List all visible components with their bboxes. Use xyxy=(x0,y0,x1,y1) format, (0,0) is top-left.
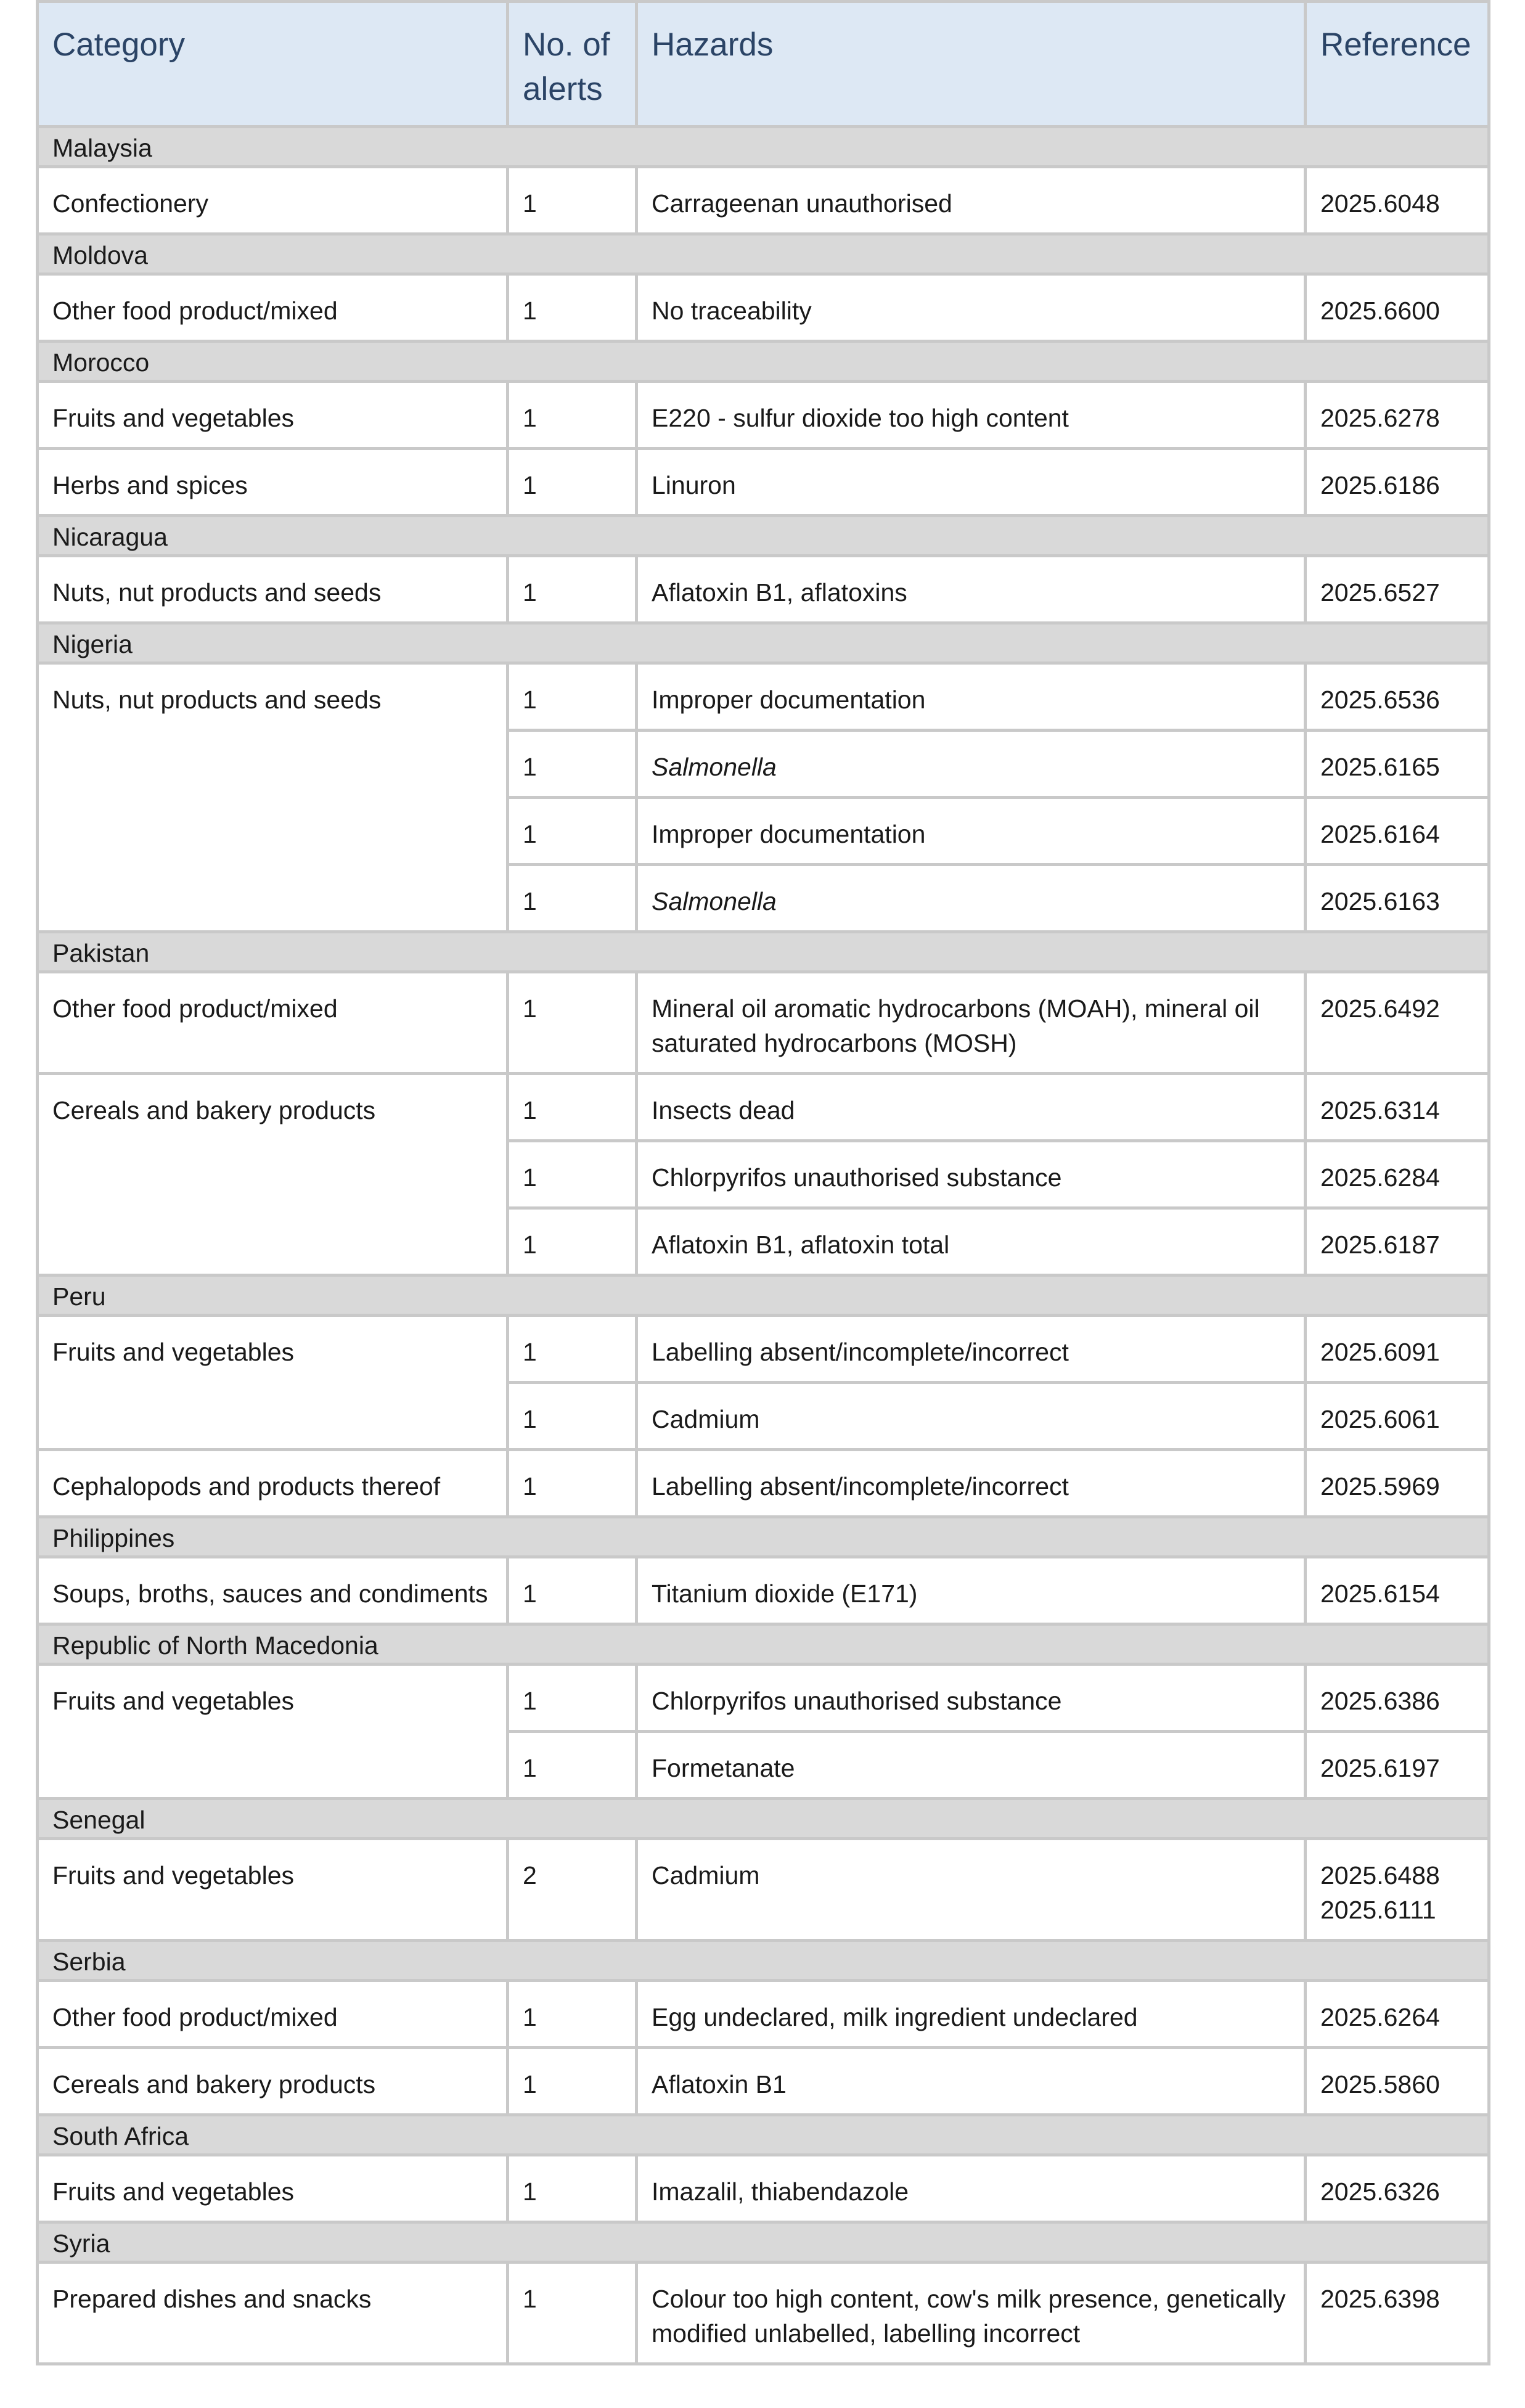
reference-value: 2025.6048 xyxy=(1320,189,1440,218)
hazard-cell: Salmonella xyxy=(638,866,1307,933)
reference-value: 2025.6111 xyxy=(1320,1896,1436,1924)
category-cell: Cereals and bakery products xyxy=(39,2049,509,2116)
reference-value: 2025.5860 xyxy=(1320,2070,1440,2099)
reference-value: 2025.6186 xyxy=(1320,471,1440,499)
hazard-cell: Aflatoxin B1, aflatoxin total xyxy=(638,1210,1307,1277)
reference-value: 2025.6492 xyxy=(1320,994,1440,1023)
alerts-cell: 1 xyxy=(509,557,638,625)
table-header xyxy=(39,0,1487,128)
alerts-cell: 1 xyxy=(509,1075,638,1142)
hazard-cell: Egg undeclared, milk ingredient undeclared xyxy=(638,1982,1307,2049)
hazard-cell: Labelling absent/incomplete/incorrect xyxy=(638,1317,1307,1384)
country-name: Syria xyxy=(39,2224,1487,2264)
country-name: Malaysia xyxy=(39,128,1487,168)
category-cell: Other food product/mixed xyxy=(39,1982,509,2049)
table-row xyxy=(39,276,1487,343)
hazard-cell: Titanium dioxide (E171) xyxy=(638,1558,1307,1626)
table-row xyxy=(39,1982,1487,2049)
country-name: Nigeria xyxy=(39,625,1487,665)
reference-value: 2025.6164 xyxy=(1320,820,1440,848)
reference-cell xyxy=(1307,866,1487,933)
reference-cell xyxy=(1307,383,1487,450)
alerts-cell: 1 xyxy=(509,383,638,450)
alerts-cell: 1 xyxy=(509,866,638,933)
alerts-cell: 1 xyxy=(509,799,638,866)
alerts-cell: 1 xyxy=(509,2156,638,2224)
alerts-cell: 1 xyxy=(509,732,638,799)
alerts-cell: 2 xyxy=(509,1840,638,1942)
country-name: Moldova xyxy=(39,235,1487,276)
header-category: Category xyxy=(39,0,509,128)
reference-value: 2025.6386 xyxy=(1320,1687,1440,1715)
table-row xyxy=(39,557,1487,625)
country-name: South Africa xyxy=(39,2116,1487,2156)
country-row xyxy=(39,1518,1487,1558)
category-cell: Other food product/mixed xyxy=(39,276,509,343)
category-cell: Fruits and vegetables xyxy=(39,383,509,450)
reference-cell xyxy=(1307,1982,1487,2049)
country-name: Pakistan xyxy=(39,933,1487,973)
table-row xyxy=(39,2264,1487,2365)
hazard-cell: Aflatoxin B1, aflatoxins xyxy=(638,557,1307,625)
hazard-cell: Improper documentation xyxy=(638,665,1307,732)
table-row xyxy=(39,2049,1487,2116)
table-row xyxy=(39,2156,1487,2224)
category-cell: Fruits and vegetables xyxy=(39,1317,509,1451)
header-reference: Reference xyxy=(1307,0,1487,128)
table-row xyxy=(39,383,1487,450)
alerts-table xyxy=(36,0,1490,2365)
alerts-cell: 1 xyxy=(509,1317,638,1384)
table-row xyxy=(39,1075,1487,1142)
reference-value: 2025.6187 xyxy=(1320,1231,1440,1259)
category-cell: Cephalopods and products thereof xyxy=(39,1451,509,1518)
hazard-cell: Aflatoxin B1 xyxy=(638,2049,1307,2116)
alerts-cell: 1 xyxy=(509,1733,638,1800)
reference-value: 2025.5969 xyxy=(1320,1472,1440,1501)
reference-cell xyxy=(1307,1666,1487,1733)
hazard-cell: Labelling absent/incomplete/incorrect xyxy=(638,1451,1307,1518)
reference-cell xyxy=(1307,1075,1487,1142)
hazard-cell: Linuron xyxy=(638,450,1307,517)
hazard-cell: Mineral oil aromatic hydrocarbons (MOAH), mineral oil saturated hydrocarbons (MOSH) xyxy=(638,973,1307,1075)
country-name: Peru xyxy=(39,1277,1487,1317)
hazard-cell: No traceability xyxy=(638,276,1307,343)
table-body xyxy=(39,128,1487,2365)
table-row xyxy=(39,1558,1487,1626)
alerts-cell: 1 xyxy=(509,2049,638,2116)
hazard-cell: Carrageenan unauthorised xyxy=(638,168,1307,235)
category-cell: Herbs and spices xyxy=(39,450,509,517)
country-row xyxy=(39,128,1487,168)
reference-value: 2025.6163 xyxy=(1320,887,1440,915)
reference-cell xyxy=(1307,557,1487,625)
hazard-cell: Salmonella xyxy=(638,732,1307,799)
hazard-cell: Cadmium xyxy=(638,1384,1307,1451)
reference-cell xyxy=(1307,276,1487,343)
country-row xyxy=(39,235,1487,276)
reference-value: 2025.6314 xyxy=(1320,1096,1440,1124)
reference-value: 2025.6278 xyxy=(1320,404,1440,432)
country-name: Serbia xyxy=(39,1942,1487,1982)
category-cell: Other food product/mixed xyxy=(39,973,509,1075)
category-cell: Cereals and bakery products xyxy=(39,1075,509,1277)
table-row xyxy=(39,973,1487,1075)
reference-cell xyxy=(1307,1733,1487,1800)
reference-value: 2025.6600 xyxy=(1320,297,1440,325)
country-name: Philippines xyxy=(39,1518,1487,1558)
country-name: Senegal xyxy=(39,1800,1487,1840)
reference-value: 2025.6488 xyxy=(1320,1861,1440,1890)
category-cell: Nuts, nut products and seeds xyxy=(39,665,509,933)
reference-value: 2025.6264 xyxy=(1320,2003,1440,2031)
reference-cell xyxy=(1307,1142,1487,1210)
country-row xyxy=(39,1277,1487,1317)
category-cell: Confectionery xyxy=(39,168,509,235)
table-row xyxy=(39,1317,1487,1384)
table-row xyxy=(39,450,1487,517)
reference-cell xyxy=(1307,2049,1487,2116)
category-cell: Soups, broths, sauces and condiments xyxy=(39,1558,509,1626)
alerts-cell: 1 xyxy=(509,276,638,343)
table-row xyxy=(39,1451,1487,1518)
alerts-cell: 1 xyxy=(509,1451,638,1518)
reference-cell xyxy=(1307,1384,1487,1451)
reference-cell xyxy=(1307,1210,1487,1277)
table-row xyxy=(39,168,1487,235)
reference-value: 2025.6091 xyxy=(1320,1338,1440,1366)
table-row xyxy=(39,1840,1487,1942)
country-row xyxy=(39,343,1487,383)
category-cell: Fruits and vegetables xyxy=(39,1666,509,1800)
alerts-cell: 1 xyxy=(509,1982,638,2049)
hazard-cell: E220 - sulfur dioxide too high content xyxy=(638,383,1307,450)
category-cell: Fruits and vegetables xyxy=(39,1840,509,1942)
table-row xyxy=(39,1666,1487,1733)
alerts-cell: 1 xyxy=(509,1666,638,1733)
reference-value: 2025.6536 xyxy=(1320,686,1440,714)
reference-cell xyxy=(1307,732,1487,799)
hazard-cell: Colour too high content, cow's milk presence, genetically modified unlabelled, labelling incorrect xyxy=(638,2264,1307,2365)
country-row xyxy=(39,2224,1487,2264)
alerts-cell: 1 xyxy=(509,1142,638,1210)
alerts-cell: 1 xyxy=(509,450,638,517)
reference-cell xyxy=(1307,2156,1487,2224)
country-row xyxy=(39,517,1487,557)
reference-cell xyxy=(1307,799,1487,866)
hazard-cell: Chlorpyrifos unauthorised substance xyxy=(638,1666,1307,1733)
reference-cell xyxy=(1307,973,1487,1075)
hazard-cell: Imazalil, thiabendazole xyxy=(638,2156,1307,2224)
hazard-cell: Insects dead xyxy=(638,1075,1307,1142)
reference-value: 2025.6398 xyxy=(1320,2285,1440,2313)
country-row xyxy=(39,933,1487,973)
country-name: Republic of North Macedonia xyxy=(39,1626,1487,1666)
reference-value: 2025.6197 xyxy=(1320,1754,1440,1782)
country-name: Morocco xyxy=(39,343,1487,383)
reference-cell xyxy=(1307,2264,1487,2365)
hazard-cell: Formetanate xyxy=(638,1733,1307,1800)
reference-cell xyxy=(1307,1451,1487,1518)
country-row xyxy=(39,1626,1487,1666)
hazard-cell: Cadmium xyxy=(638,1840,1307,1942)
category-cell: Prepared dishes and snacks xyxy=(39,2264,509,2365)
country-row xyxy=(39,2116,1487,2156)
header-alerts: No. of alerts xyxy=(509,0,638,128)
alerts-cell: 1 xyxy=(509,1384,638,1451)
reference-cell xyxy=(1307,1558,1487,1626)
reference-cell xyxy=(1307,168,1487,235)
country-row xyxy=(39,625,1487,665)
alerts-cell: 1 xyxy=(509,2264,638,2365)
country-name: Nicaragua xyxy=(39,517,1487,557)
reference-value: 2025.6527 xyxy=(1320,578,1440,607)
reference-cell xyxy=(1307,1840,1487,1942)
alerts-cell: 1 xyxy=(509,1210,638,1277)
reference-cell xyxy=(1307,450,1487,517)
alerts-cell: 1 xyxy=(509,973,638,1075)
country-row xyxy=(39,1942,1487,1982)
hazard-cell: Improper documentation xyxy=(638,799,1307,866)
header-hazards: Hazards xyxy=(638,0,1307,128)
category-cell: Nuts, nut products and seeds xyxy=(39,557,509,625)
reference-cell xyxy=(1307,665,1487,732)
reference-value: 2025.6154 xyxy=(1320,1579,1440,1608)
hazard-cell: Chlorpyrifos unauthorised substance xyxy=(638,1142,1307,1210)
country-row xyxy=(39,1800,1487,1840)
reference-cell xyxy=(1307,1317,1487,1384)
reference-value: 2025.6165 xyxy=(1320,753,1440,781)
alerts-cell: 1 xyxy=(509,665,638,732)
table-row xyxy=(39,665,1487,732)
alerts-cell: 1 xyxy=(509,168,638,235)
category-cell: Fruits and vegetables xyxy=(39,2156,509,2224)
reference-value: 2025.6326 xyxy=(1320,2177,1440,2206)
alerts-cell: 1 xyxy=(509,1558,638,1626)
reference-value: 2025.6284 xyxy=(1320,1163,1440,1192)
reference-value: 2025.6061 xyxy=(1320,1405,1440,1433)
